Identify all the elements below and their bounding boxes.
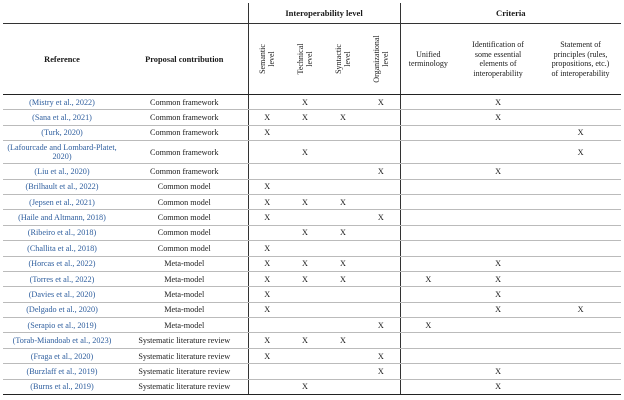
technical-mark-cell: [286, 179, 324, 194]
column-header-identification-of-elements: [456, 24, 540, 95]
semantic-mark-cell: [248, 141, 286, 164]
header-line: level: [380, 51, 390, 67]
table-row: [3, 333, 621, 348]
unified-terminology-mark-cell: [400, 164, 456, 179]
table-row: [3, 125, 621, 140]
proposal-cell: Common model: [121, 210, 248, 225]
statement-mark-cell: [540, 179, 621, 194]
syntactic-mark-cell: X: [324, 225, 362, 240]
header-line: Unified: [416, 49, 441, 59]
semantic-mark-cell: X: [248, 348, 286, 363]
column-header-statement-of-principles: [540, 24, 621, 95]
table-row: [3, 241, 621, 256]
unified-terminology-mark-cell: [400, 256, 456, 271]
statement-mark-cell: [540, 256, 621, 271]
proposal-cell: Systematic literature review: [121, 333, 248, 348]
semantic-mark-cell: X: [248, 110, 286, 125]
header-line: Semantic: [258, 44, 268, 74]
table-row: [3, 164, 621, 179]
proposal-cell: Common framework: [121, 95, 248, 110]
organizational-mark-cell: [362, 379, 400, 394]
unified-terminology-mark-cell: [400, 194, 456, 209]
unified-terminology-mark-cell: [400, 348, 456, 363]
organizational-mark-cell: [362, 225, 400, 240]
syntactic-mark-cell: [324, 348, 362, 363]
table-row: [3, 95, 621, 110]
technical-mark-cell: [286, 241, 324, 256]
proposal-cell: Common model: [121, 241, 248, 256]
semantic-mark-cell: [248, 164, 286, 179]
statement-mark-cell: X: [540, 125, 621, 140]
reference-cell[interactable]: (Horcas et al., 2022): [3, 256, 121, 271]
proposal-cell: Meta-model: [121, 318, 248, 333]
column-header-organizational-level: [362, 24, 400, 95]
proposal-cell: Systematic literature review: [121, 348, 248, 363]
unified-terminology-mark-cell: [400, 333, 456, 348]
technical-mark-cell: [286, 302, 324, 317]
semantic-mark-cell: [248, 225, 286, 240]
syntactic-mark-cell: X: [324, 333, 362, 348]
proposal-cell: Systematic literature review: [121, 364, 248, 379]
unified-terminology-mark-cell: [400, 287, 456, 302]
identification-mark-cell: [456, 241, 540, 256]
group-header-criteria: Criteria: [400, 3, 621, 24]
header-line: terminology: [408, 59, 448, 68]
identification-mark-cell: X: [456, 379, 540, 394]
syntactic-mark-cell: [324, 210, 362, 225]
syntactic-mark-cell: [324, 302, 362, 317]
technical-mark-cell: [286, 318, 324, 333]
technical-mark-cell: X: [286, 194, 324, 209]
identification-mark-cell: X: [456, 302, 540, 317]
statement-mark-cell: [540, 110, 621, 125]
semantic-mark-cell: X: [248, 241, 286, 256]
semantic-mark-cell: X: [248, 179, 286, 194]
table-row: [3, 225, 621, 240]
group-header-interoperability-level: Interoperability level: [248, 3, 400, 24]
identification-mark-cell: [456, 179, 540, 194]
syntactic-mark-cell: [324, 318, 362, 333]
reference-cell[interactable]: (Delgado et al., 2020): [3, 302, 121, 317]
semantic-mark-cell: X: [248, 287, 286, 302]
header-line: Organizational: [371, 35, 381, 83]
header-blank-proposal: [121, 3, 248, 24]
technical-mark-cell: X: [286, 333, 324, 348]
statement-mark-cell: [540, 194, 621, 209]
identification-mark-cell: [456, 141, 540, 164]
syntactic-mark-cell: X: [324, 110, 362, 125]
reference-cell[interactable]: (Davies et al., 2020): [3, 287, 121, 302]
identification-mark-cell: [456, 194, 540, 209]
identification-mark-cell: [456, 348, 540, 363]
syntactic-mark-cell: [324, 125, 362, 140]
column-header-syntactic-level: [324, 24, 362, 95]
technical-mark-cell: X: [286, 225, 324, 240]
unified-terminology-mark-cell: [400, 179, 456, 194]
reference-cell[interactable]: (Burzlaff et al., 2019): [3, 364, 121, 379]
semantic-mark-cell: X: [248, 302, 286, 317]
proposal-cell: Common framework: [121, 164, 248, 179]
column-header-reference: Reference: [3, 24, 121, 95]
unified-terminology-mark-cell: [400, 241, 456, 256]
proposal-cell: Common model: [121, 179, 248, 194]
table-body: [3, 95, 621, 395]
header-line: of interoperability: [551, 68, 610, 78]
table-row: [3, 141, 621, 164]
table-row: [3, 348, 621, 363]
proposal-cell: Meta-model: [121, 302, 248, 317]
header-line: propositions, etc.): [551, 59, 610, 68]
syntactic-mark-cell: X: [324, 194, 362, 209]
technical-mark-cell: X: [286, 95, 324, 110]
identification-mark-cell: X: [456, 287, 540, 302]
syntactic-mark-cell: X: [324, 256, 362, 271]
semantic-mark-cell: X: [248, 210, 286, 225]
header-line: Syntactic: [334, 44, 343, 74]
reference-cell[interactable]: (Sana et al., 2021): [3, 110, 121, 125]
semantic-mark-cell: X: [248, 333, 286, 348]
column-header-proposal-contribution: Proposal contribution: [121, 24, 248, 95]
reference-cell[interactable]: (Burns et al., 2019): [3, 379, 121, 394]
reference-cell[interactable]: (Liu et al., 2020): [3, 164, 121, 179]
header-line: elements of: [479, 59, 517, 68]
organizational-mark-cell: [362, 179, 400, 194]
technical-mark-cell: [286, 164, 324, 179]
organizational-mark-cell: [362, 333, 400, 348]
unified-terminology-mark-cell: [400, 95, 456, 110]
header-line: Identification of: [472, 40, 524, 49]
organizational-mark-cell: [362, 125, 400, 140]
table-row: [3, 302, 621, 317]
organizational-mark-cell: [362, 141, 400, 164]
unified-terminology-mark-cell: X: [400, 318, 456, 333]
statement-mark-cell: [540, 318, 621, 333]
statement-mark-cell: [540, 271, 621, 286]
unified-terminology-mark-cell: [400, 141, 456, 164]
technical-mark-cell: [286, 348, 324, 363]
statement-mark-cell: X: [540, 141, 621, 164]
interoperability-comparison-table: [3, 3, 621, 395]
syntactic-mark-cell: [324, 95, 362, 110]
proposal-cell: Meta-model: [121, 271, 248, 286]
technical-mark-cell: [286, 287, 324, 302]
identification-mark-cell: X: [456, 256, 540, 271]
reference-cell[interactable]: (Fraga et al., 2020): [3, 348, 121, 363]
proposal-cell: Common framework: [121, 110, 248, 125]
syntactic-mark-cell: [324, 179, 362, 194]
unified-terminology-mark-cell: X: [400, 271, 456, 286]
unified-terminology-mark-cell: [400, 210, 456, 225]
semantic-mark-cell: [248, 318, 286, 333]
syntactic-mark-cell: [324, 241, 362, 256]
unified-terminology-mark-cell: [400, 364, 456, 379]
organizational-mark-cell: X: [362, 164, 400, 179]
organizational-mark-cell: X: [362, 210, 400, 225]
table-row: [3, 194, 621, 209]
identification-mark-cell: [456, 210, 540, 225]
header-line: some essential: [474, 49, 522, 59]
reference-cell[interactable]: (Torres et al., 2022): [3, 271, 121, 286]
proposal-cell: Common model: [121, 194, 248, 209]
syntactic-mark-cell: [324, 287, 362, 302]
technical-mark-cell: X: [286, 141, 324, 164]
statement-mark-cell: X: [540, 302, 621, 317]
reference-cell[interactable]: (Serapio et al., 2019): [3, 318, 121, 333]
reference-cell[interactable]: (Turk, 2020): [3, 125, 121, 140]
semantic-mark-cell: X: [248, 125, 286, 140]
unified-terminology-mark-cell: [400, 125, 456, 140]
syntactic-mark-cell: [324, 379, 362, 394]
table-row: [3, 256, 621, 271]
semantic-mark-cell: X: [248, 271, 286, 286]
proposal-cell: Meta-model: [121, 287, 248, 302]
unified-terminology-mark-cell: [400, 110, 456, 125]
reference-cell[interactable]: (Haile and Altmann, 2018): [3, 210, 121, 225]
technical-mark-cell: X: [286, 271, 324, 286]
header-line: level: [305, 51, 314, 67]
header-line: principles (rules,: [553, 49, 608, 59]
reference-cell[interactable]: (Torab-Miandoab et al., 2023): [3, 333, 121, 348]
organizational-mark-cell: X: [362, 364, 400, 379]
semantic-mark-cell: [248, 364, 286, 379]
organizational-mark-cell: [362, 302, 400, 317]
unified-terminology-mark-cell: [400, 225, 456, 240]
technical-mark-cell: X: [286, 256, 324, 271]
unified-terminology-mark-cell: [400, 302, 456, 317]
syntactic-mark-cell: [324, 364, 362, 379]
header-line: level: [343, 51, 352, 67]
identification-mark-cell: X: [456, 95, 540, 110]
table-row: [3, 210, 621, 225]
organizational-mark-cell: [362, 256, 400, 271]
header-line: level: [267, 51, 277, 67]
statement-mark-cell: [540, 210, 621, 225]
semantic-mark-cell: [248, 379, 286, 394]
organizational-mark-cell: [362, 287, 400, 302]
table-row: [3, 179, 621, 194]
identification-mark-cell: [456, 318, 540, 333]
statement-mark-cell: [540, 333, 621, 348]
organizational-mark-cell: X: [362, 348, 400, 363]
technical-mark-cell: [286, 364, 324, 379]
organizational-mark-cell: X: [362, 95, 400, 110]
identification-mark-cell: X: [456, 271, 540, 286]
proposal-cell: Common framework: [121, 125, 248, 140]
identification-mark-cell: [456, 333, 540, 348]
column-header-unified-terminology: [400, 24, 456, 95]
statement-mark-cell: [540, 241, 621, 256]
identification-mark-cell: [456, 225, 540, 240]
identification-mark-cell: X: [456, 164, 540, 179]
statement-mark-cell: [540, 95, 621, 110]
header-blank-reference: [3, 3, 121, 24]
statement-mark-cell: [540, 287, 621, 302]
identification-mark-cell: [456, 125, 540, 140]
table-row: [3, 287, 621, 302]
proposal-cell: Common framework: [121, 141, 248, 164]
proposal-cell: Meta-model: [121, 256, 248, 271]
identification-mark-cell: X: [456, 110, 540, 125]
unified-terminology-mark-cell: [400, 379, 456, 394]
semantic-mark-cell: X: [248, 256, 286, 271]
statement-mark-cell: [540, 164, 621, 179]
semantic-mark-cell: X: [248, 194, 286, 209]
column-header-semantic-level: [248, 24, 286, 95]
semantic-mark-cell: [248, 95, 286, 110]
syntactic-mark-cell: [324, 141, 362, 164]
table-row: [3, 110, 621, 125]
syntactic-mark-cell: [324, 164, 362, 179]
identification-mark-cell: X: [456, 364, 540, 379]
organizational-mark-cell: [362, 241, 400, 256]
reference-cell[interactable]: (Lafourcade and Lombard-Platet, 2020): [3, 141, 121, 164]
reference-cell[interactable]: (Ribeiro et al., 2018): [3, 225, 121, 240]
reference-cell[interactable]: (Brilhault et al., 2022): [3, 179, 121, 194]
column-header-technical-level: [286, 24, 324, 95]
header-line: Statement of: [560, 40, 601, 49]
reference-cell[interactable]: (Challita et al., 2018): [3, 241, 121, 256]
organizational-mark-cell: [362, 194, 400, 209]
technical-mark-cell: [286, 210, 324, 225]
organizational-mark-cell: X: [362, 318, 400, 333]
header-line: Technical: [296, 43, 305, 75]
syntactic-mark-cell: X: [324, 271, 362, 286]
technical-mark-cell: X: [286, 379, 324, 394]
technical-mark-cell: [286, 125, 324, 140]
statement-mark-cell: [540, 348, 621, 363]
technical-mark-cell: X: [286, 110, 324, 125]
proposal-cell: Common model: [121, 225, 248, 240]
table-row: [3, 364, 621, 379]
statement-mark-cell: [540, 364, 621, 379]
table-row: [3, 271, 621, 286]
statement-mark-cell: [540, 379, 621, 394]
reference-cell[interactable]: (Mistry et al., 2022): [3, 95, 121, 110]
organizational-mark-cell: [362, 271, 400, 286]
table-row: [3, 318, 621, 333]
proposal-cell: Systematic literature review: [121, 379, 248, 394]
table-row: [3, 379, 621, 394]
header-line: interoperability: [473, 68, 523, 78]
statement-mark-cell: [540, 225, 621, 240]
reference-cell[interactable]: (Jepsen et al., 2021): [3, 194, 121, 209]
organizational-mark-cell: [362, 110, 400, 125]
